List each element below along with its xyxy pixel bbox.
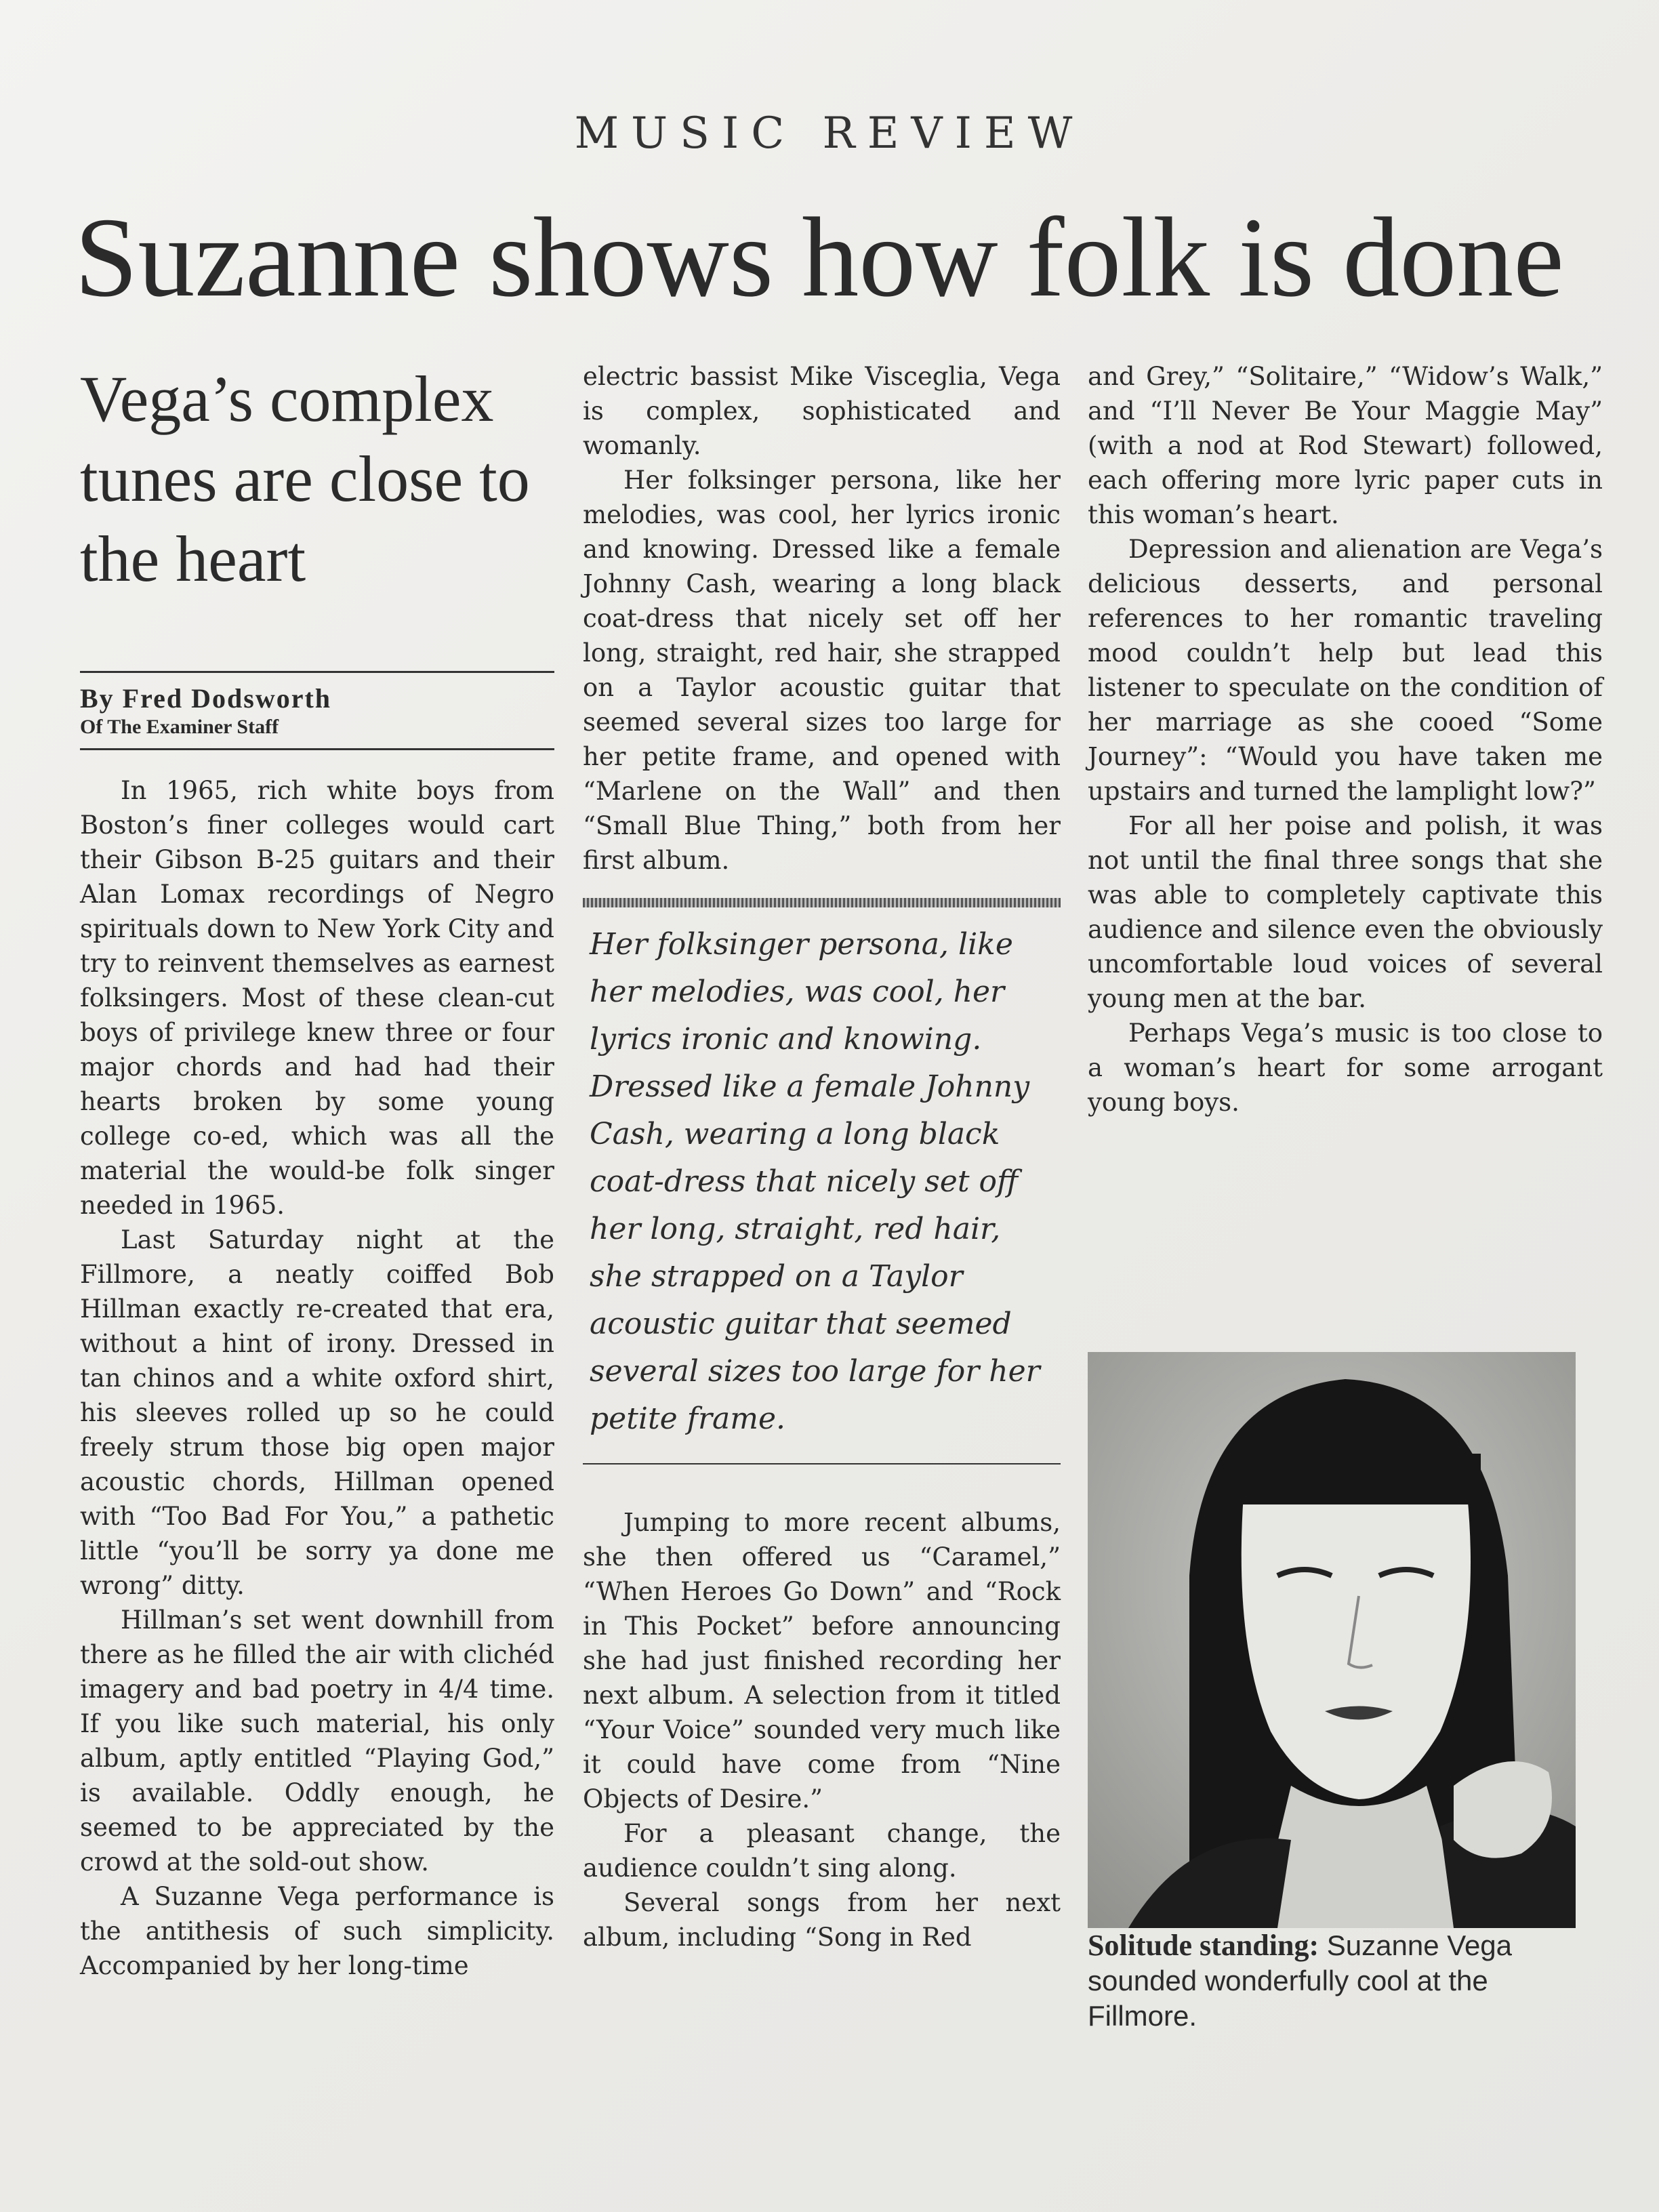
paragraph: Her folksinger persona, like her melodies, was cool, her lyrics ironic and knowing. Dressed like a female Johnny Cash, wearing a long black coat-dress that nicely set off her long, straight, red hair, she strapped on a Taylor acoustic guitar that seemed several sizes too large for her petite frame, and opened with “Marlene on the Wall” and then “Small Blue Thing,” both from her first album. xyxy=(583,466,1061,875)
portrait-illustration xyxy=(1088,1352,1576,1928)
byline-rule-top xyxy=(80,671,554,673)
byline-rule-bottom xyxy=(80,748,554,750)
section-label: MUSIC REVIEW xyxy=(574,108,1085,159)
pull-quote: Her folksinger persona, like her melodies, was cool, her lyrics ironic and knowing. Dressed like a female Johnny Cash, wearing a long black coat-dress that nicely set off her long, straight, red hair, she strapped on a Taylor acoustic guitar that seemed several sizes too large for her petite frame. xyxy=(590,927,1040,1436)
paragraph: and Grey,” “Solitaire,” “Widow’s Walk,” and “I’ll Never Be Your Maggie May” (with a nod at Rod Stewart) followed, each offering more lyric paper cuts in this woman’s heart. xyxy=(1088,362,1603,529)
portrait-photo xyxy=(1088,1352,1576,1928)
column-3 xyxy=(1088,359,1603,1120)
pullquote-rule-top xyxy=(583,898,1061,907)
paragraph: Depression and alienation are Vega’s delicious desserts, and personal references to her romantic traveling mood couldn’t help but lead this listener to speculate on the condition of her marriage as she cooed “Some Journey”: “Would you have taken me upstairs and turned the lamplight low?” xyxy=(1088,535,1603,806)
paragraph: Last Saturday night at the Fillmore, a neatly coiffed Bob Hillman exactly re-created that era, without a hint of irony. Dressed in tan chinos and a white oxford shirt, his sleeves rolled up so he could freely strum those big open major acoustic chords, Hillman opened with “Too Bad For You,” a pathetic little “you’ll be sorry ya done me wrong” ditty. xyxy=(80,1225,554,1600)
paragraph: A Suzanne Vega performance is the antithesis of such simplicity. Accompanied by her long-time xyxy=(80,1882,554,1980)
column-1 xyxy=(80,359,554,1983)
headline: Suzanne shows how folk is done xyxy=(75,194,1564,321)
paragraph: electric bassist Mike Visceglia, Vega is complex, sophisticated and womanly. xyxy=(583,362,1061,460)
paragraph: Jumping to more recent albums, she then offered us “Caramel,” “When Heroes Go Down” and “Rock in This Pocket” before announcing she had just finished recording her next album. A selection from it titled “Your Voice” sounded very much like it could have come from “Nine Objects of Desire.” xyxy=(583,1508,1061,1814)
byline: By Fred Dodsworth xyxy=(80,683,332,714)
caption-title: Solitude standing: xyxy=(1088,1929,1319,1962)
subheadline: Vega’s complex tunes are close to the heart xyxy=(80,363,530,595)
byline-affiliation: Of The Examiner Staff xyxy=(80,716,279,738)
column-2 xyxy=(583,359,1061,1954)
paragraph: In 1965, rich white boys from Boston’s finer colleges would cart their Gibson B-25 guitars and their Alan Lomax recordings of Negro spirituals down to New York City and try to reinvent themselves as earnest folksingers. Most of these clean-cut boys of privilege knew three or four major chords and had had their hearts broken by some young college co-ed, which was all the material the would-be folk singer needed in 1965. xyxy=(80,776,554,1220)
pullquote-rule-bottom xyxy=(583,1463,1061,1465)
paragraph: For a pleasant change, the audience couldn’t sing along. xyxy=(583,1819,1061,1883)
paragraph: For all her poise and polish, it was not until the final three songs that she was able to completely captivate this audience and silence even the obviously uncomfortable loud voices of several young men at the bar. xyxy=(1088,811,1603,1013)
photo-caption xyxy=(1088,1928,1576,2034)
paragraph: Several songs from her next album, including “Song in Red xyxy=(583,1888,1061,1952)
caption-text: Suzanne Vega sounded wonderfully cool at the Fillmore. xyxy=(1088,1929,1513,2032)
paragraph: Hillman’s set went downhill from there as he filled the air with clichéd imagery and bad poetry in 4/4 time. If you like such material, his only album, aptly entitled “Playing God,” is available. Oddly enough, he seemed to be appreciated by the crowd at the sold-out show. xyxy=(80,1605,554,1877)
paragraph: Perhaps Vega’s music is too close to a woman’s heart for some arrogant young boys. xyxy=(1088,1019,1603,1117)
